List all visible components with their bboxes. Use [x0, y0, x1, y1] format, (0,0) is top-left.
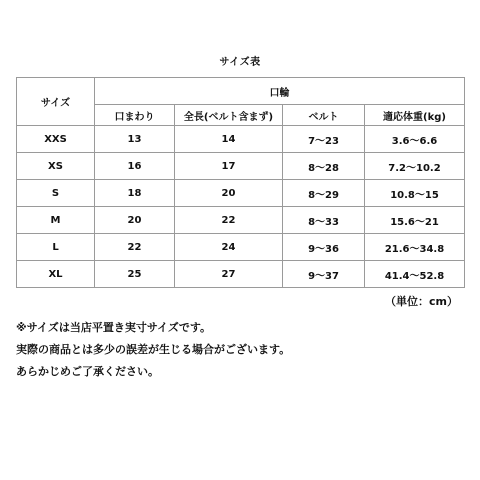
note-line: ※サイズは当店平置き実寸サイズです。	[16, 321, 212, 334]
weight-cell: 15.6～21	[365, 207, 465, 234]
length-cell: 27	[175, 261, 283, 288]
size-cell: S	[17, 180, 95, 207]
mouth-cell: 25	[95, 261, 175, 288]
weight-cell: 10.8～15	[365, 180, 465, 207]
length-cell: 17	[175, 153, 283, 180]
weight-cell: 21.6～34.8	[365, 234, 465, 261]
mouth-cell: 13	[95, 126, 175, 153]
table-header-row	[17, 78, 465, 105]
belt-cell: 9～37	[283, 261, 365, 288]
unit-label: （単位：cm）	[385, 295, 458, 308]
mouth-cell: 22	[95, 234, 175, 261]
note-line: 実際の商品とは多少の誤差が生じる場合がございます。	[16, 343, 291, 356]
mouth-cell: 20	[95, 207, 175, 234]
weight-cell: 41.4～52.8	[365, 261, 465, 288]
table-row	[17, 234, 465, 261]
note-line: あらかじめご了承ください。	[16, 365, 159, 378]
mouth-cell: 18	[95, 180, 175, 207]
size-cell: XS	[17, 153, 95, 180]
length-cell: 22	[175, 207, 283, 234]
length-cell: 24	[175, 234, 283, 261]
belt-cell: 9～36	[283, 234, 365, 261]
length-cell: 14	[175, 126, 283, 153]
table-row	[17, 153, 465, 180]
mouth-column-header: 口まわり	[95, 105, 175, 126]
belt-cell: 8～29	[283, 180, 365, 207]
mouth-cell: 16	[95, 153, 175, 180]
size-cell: M	[17, 207, 95, 234]
size-cell: L	[17, 234, 95, 261]
table-row	[17, 180, 465, 207]
table-row	[17, 261, 465, 288]
weight-column-header: 適応体重(kg)	[365, 105, 465, 126]
size-chart-title: サイズ表	[219, 57, 261, 68]
size-column-header: サイズ	[17, 78, 95, 126]
size-cell: XXS	[17, 126, 95, 153]
length-column-header: 全長(ベルト含まず)	[175, 105, 283, 126]
notes	[16, 317, 290, 383]
table-row	[17, 207, 465, 234]
belt-cell: 8～28	[283, 153, 365, 180]
size-table	[16, 77, 465, 288]
weight-cell: 7.2～10.2	[365, 153, 465, 180]
belt-cell: 8～33	[283, 207, 365, 234]
table-row	[17, 126, 465, 153]
belt-column-header: ベルト	[283, 105, 365, 126]
muzzle-group-header: 口輪	[95, 78, 465, 105]
weight-cell: 3.6～6.6	[365, 126, 465, 153]
belt-cell: 7～23	[283, 126, 365, 153]
size-cell: XL	[17, 261, 95, 288]
length-cell: 20	[175, 180, 283, 207]
